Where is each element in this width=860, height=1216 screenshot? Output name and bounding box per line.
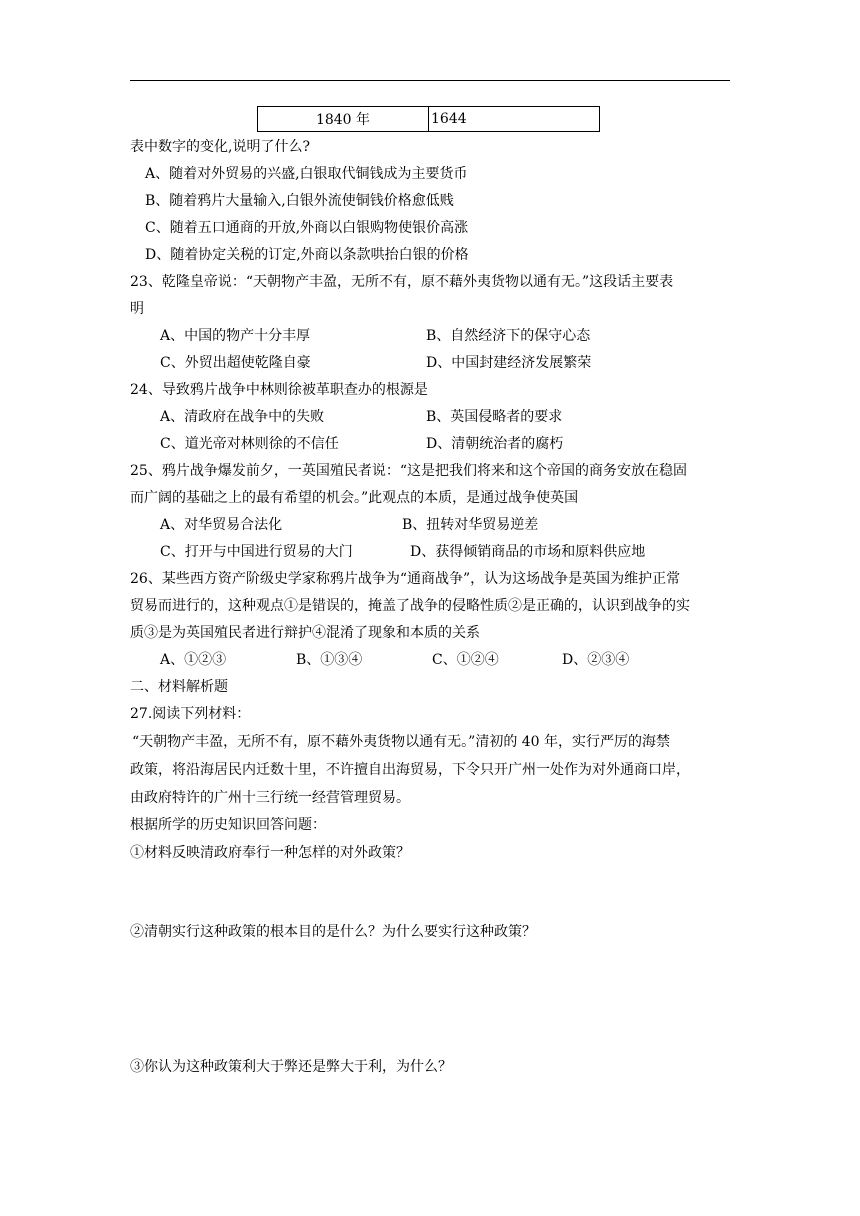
q23-option-c: C、外贸出超使乾隆自豪 <box>160 355 311 371</box>
q24-option-d: D、清朝统治者的腐朽 <box>426 436 564 452</box>
q25-option-c: C、打开与中国进行贸易的大门 <box>160 544 353 560</box>
q27-instruction: 根据所学的历史知识回答问题： <box>130 817 326 833</box>
q24-stem: 24、导致鸦片战争中林则徐被革职查办的根源是 <box>130 382 428 398</box>
q26-option-d: D、②③④ <box>562 652 630 668</box>
q26-option-c: C、①②④ <box>432 652 499 668</box>
data-table <box>257 106 600 132</box>
q26-option-b: B、①③④ <box>296 652 363 668</box>
q22-option-a: A、随着对外贸易的兴盛,白银取代铜钱成为主要货币 <box>145 166 468 182</box>
q26-option-a: A、①②③ <box>160 652 227 668</box>
q23-option-d: D、中国封建经济发展繁荣 <box>426 355 592 371</box>
q24-option-a: A、清政府在战争中的失败 <box>160 409 325 425</box>
q23-stem-line2: 明 <box>130 301 144 317</box>
q26-stem-line2: 贸易而进行的，这种观点①是错误的，掩盖了战争的侵略性质②是正确的，认识到战争的实 <box>130 598 690 614</box>
q22-option-b: B、随着鸦片大量输入,白银外流使铜钱价格愈低贱 <box>145 193 454 209</box>
q23-stem-line1: 23、乾隆皇帝说：“天朝物产丰盈，无所不有，原不藉外夷货物以通有无。”这段话主要表 <box>130 274 674 290</box>
q25-option-b: B、扭转对华贸易逆差 <box>402 517 539 533</box>
table-cell-year: 1840 年 <box>258 107 429 132</box>
q25-stem-line2: 而广阔的基础之上的最有希望的机会。”此观点的本质，是通过战争使英国 <box>130 490 579 506</box>
q22-stem: 表中数字的变化,说明了什么? <box>130 139 310 155</box>
q25-option-a: A、对华贸易合法化 <box>160 517 283 533</box>
q25-option-d: D、获得倾销商品的市场和原料供应地 <box>410 544 646 560</box>
q27-material-line3: 由政府特许的广州十三行统一经营管理贸易。 <box>130 790 410 806</box>
section-title: 二、材料解析题 <box>130 679 228 695</box>
table-cell-value: 1644 <box>429 107 600 132</box>
q27-material-line2: 政策，将沿海居民内迁数十里，不许擅自出海贸易，下令只开广州一处作为对外通商口岸， <box>130 762 690 778</box>
q27-material-line1: “天朝物产丰盈，无所不有，原不藉外夷货物以通有无。”清初的 40 年，实行严厉的海禁 <box>132 734 671 750</box>
q24-option-c: C、道光帝对林则徐的不信任 <box>160 436 339 452</box>
q24-option-b: B、英国侵略者的要求 <box>426 409 563 425</box>
q27-stem: 27.阅读下列材料： <box>130 706 251 722</box>
q26-stem-line1: 26、某些西方资产阶级史学家称鸦片战争为“通商战争”，认为这场战争是英国为维护正常 <box>130 571 681 587</box>
q27-sub-question-3: ③你认为这种政策利大于弊还是弊大于利，为什么？ <box>130 1059 452 1075</box>
q26-stem-line3: 质③是为英国殖民者进行辩护④混淆了现象和本质的关系 <box>130 625 480 641</box>
table-row <box>258 107 600 132</box>
header-rule <box>130 80 730 81</box>
q22-option-d: D、随着协定关税的订定,外商以条款哄抬白银的价格 <box>145 247 469 263</box>
q23-option-a: A、中国的物产十分丰厚 <box>160 328 311 344</box>
q22-option-c: C、随着五口通商的开放,外商以白银购物使银价高涨 <box>145 220 469 236</box>
q25-stem-line1: 25、鸦片战争爆发前夕，一英国殖民者说：“这是把我们将来和这个帝国的商务安放在稳固 <box>130 463 687 479</box>
q23-option-b: B、自然经济下的保守心态 <box>426 328 591 344</box>
q27-sub-question-2: ②清朝实行这种政策的根本目的是什么？为什么要实行这种政策？ <box>130 924 536 940</box>
q27-sub-question-1: ①材料反映清政府奉行一种怎样的对外政策？ <box>130 845 410 861</box>
